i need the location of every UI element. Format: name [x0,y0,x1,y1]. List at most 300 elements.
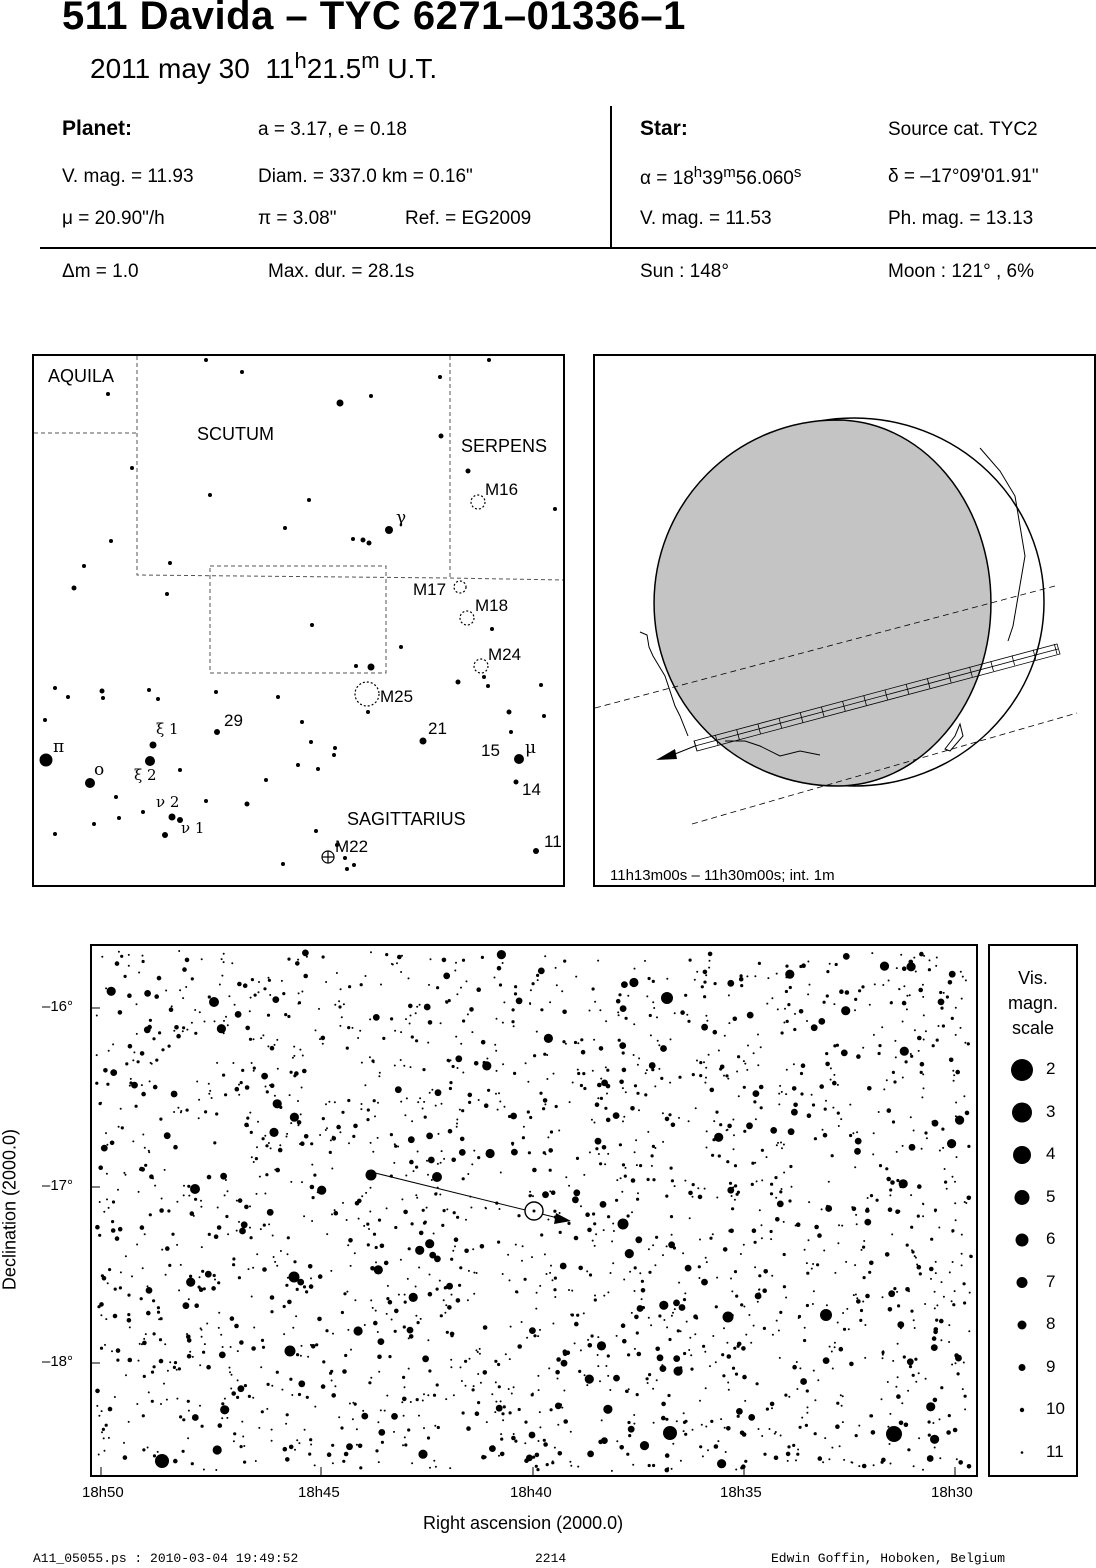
field-star [473,1272,475,1274]
field-star [364,1084,366,1086]
field-star [787,1445,790,1448]
bright-star [432,1172,442,1182]
field-star [466,1426,471,1431]
field-star [629,978,638,987]
field-star [386,1313,388,1315]
field-star [265,1086,267,1088]
field-star [394,1065,396,1067]
field-star [363,1225,365,1227]
field-star [423,1393,425,1395]
field-star [237,1379,239,1381]
field-star [334,1385,336,1387]
field-star [538,968,545,975]
field-star [144,1026,151,1033]
field-star [521,1321,523,1323]
field-star [331,1213,333,1215]
field-star [338,1416,340,1418]
field-star [165,990,167,992]
field-star [117,963,119,965]
field-star [511,1436,516,1441]
field-star [727,1078,729,1080]
field-star [377,1137,379,1139]
field-star [120,1271,122,1273]
field-star [916,1264,918,1266]
field-star [265,1173,268,1176]
field-star [625,1167,627,1169]
field-star [928,1420,931,1423]
field-star [460,987,462,989]
field-star [235,1011,242,1018]
field-star [574,1236,579,1241]
field-star [668,1338,671,1341]
field-star [753,1325,755,1327]
field-star [450,1359,452,1361]
field-star [495,1050,497,1052]
field-star [892,1360,894,1362]
field-star [805,1424,808,1427]
field-star [662,1254,664,1256]
field-star [837,1322,839,1324]
field-star [770,1230,773,1233]
field-star [554,1447,556,1449]
field-star [718,1154,721,1157]
field-star [571,1290,573,1292]
field-star [562,1010,567,1015]
field-star [715,1111,718,1114]
field-star [740,1466,743,1469]
field-star [331,1168,333,1170]
field-star [888,1290,895,1297]
field-star [262,1267,267,1272]
field-star [225,1179,227,1181]
field-star [524,1442,526,1444]
field-star [340,1426,343,1429]
field-star [648,1248,650,1250]
field-star [726,1426,731,1431]
field-star [796,1222,801,1227]
field-star [661,1416,666,1421]
field-star [232,1257,235,1260]
field-star [761,1435,763,1437]
field-star [576,1314,579,1317]
field-star [178,950,180,952]
field-star [274,1095,276,1097]
field-star [148,1391,150,1393]
field-star [913,1130,915,1132]
field-star [280,1250,282,1252]
field-star [530,1194,532,1196]
field-star [831,1154,834,1157]
field-star [377,1355,382,1360]
field-star [183,1302,190,1309]
field-star [651,1068,654,1071]
field-star [935,1319,938,1322]
field-star [453,1394,455,1396]
field-star [215,1469,217,1471]
field-star [817,1379,819,1381]
field-star [373,1014,380,1021]
field-star [944,1181,947,1184]
field-star [799,1426,802,1429]
label-omicron: ο [94,760,105,780]
field-star [361,1413,368,1420]
magnitude-scale [988,944,1078,1477]
field-star [322,1043,324,1045]
field-star [144,1147,146,1149]
star-phmag: Ph. mag. = 13.13 [888,208,1034,229]
field-star [955,1007,957,1009]
field-star [309,1284,314,1289]
field-star [110,1141,115,1146]
field-star [591,1334,594,1337]
field-star [658,1314,661,1317]
field-star [923,955,925,957]
field-star [728,1355,730,1357]
field-star [104,1450,106,1452]
field-star [159,1338,162,1341]
field-star [753,1090,760,1097]
field-star [446,1283,453,1290]
field-star [239,1340,244,1345]
field-star [104,1344,106,1346]
field-star [806,1272,809,1275]
field-star [625,1017,628,1020]
field-star [199,1276,201,1278]
field-star [495,1401,497,1403]
finder-star [162,832,168,838]
field-star [486,1149,495,1158]
field-star [393,1431,395,1433]
field-star [153,1365,156,1368]
field-star [938,1227,940,1229]
field-star [636,1331,639,1334]
field-star [939,1418,941,1420]
field-star [262,1034,264,1036]
field-star [834,1342,836,1344]
field-star [918,1372,920,1374]
scale-dots [990,946,1076,1475]
field-star [230,1346,232,1348]
finder-star [214,729,220,735]
field-star [595,1233,597,1235]
field-star [930,1238,933,1241]
field-star [218,1423,223,1428]
field-star [632,1464,634,1466]
field-star [806,1020,808,1022]
field-star [429,1274,431,1276]
field-star [147,1285,149,1287]
field-star [744,1063,746,1065]
field-star [142,1134,144,1136]
field-star [274,1044,276,1046]
field-star [906,966,908,968]
field-star [434,1256,441,1263]
field-star [521,1260,523,1262]
field-star [896,1179,899,1182]
field-star [338,1005,341,1008]
field-star [882,1357,884,1359]
field-star [185,958,190,963]
field-star [365,1192,367,1194]
field-star [271,1429,273,1431]
field-star [775,1217,780,1222]
field-star [517,1344,522,1349]
field-star [498,1092,500,1094]
field-star [707,1449,709,1451]
field-star [795,1459,797,1461]
field-star [250,1131,253,1134]
field-star [415,1246,424,1255]
field-star [924,1131,927,1134]
field-star [714,982,717,985]
field-star [783,1022,785,1024]
field-star [428,1292,433,1297]
field-star [723,1327,725,1329]
field-star [325,981,327,983]
field-star [921,1096,923,1098]
field-star [341,1016,343,1018]
field-star [418,1450,427,1459]
field-star [589,1151,591,1153]
field-star [462,1072,464,1074]
field-star [196,1081,198,1083]
field-star [860,1309,863,1312]
field-star [610,1272,612,1274]
field-star [964,1395,967,1398]
field-star [948,1324,950,1326]
field-star [846,1308,848,1310]
field-star [746,1069,748,1071]
field-star [471,1031,473,1033]
field-star [936,957,938,959]
field-star [416,1197,418,1199]
field-star [98,1165,103,1170]
field-star [238,1198,243,1203]
field-star [148,1150,150,1152]
field-star [537,1375,539,1377]
field-star [348,1238,353,1243]
field-star [737,1345,740,1348]
field-star [157,1306,160,1309]
field-star [603,1229,605,1231]
field-star [451,1158,456,1163]
field-star [403,1415,405,1417]
field-star [547,1136,549,1138]
field-star [783,1285,786,1288]
m22-marker [322,851,334,863]
field-star [235,1087,240,1092]
field-star [516,998,523,1005]
field-star [671,1315,673,1317]
field-star [372,1307,374,1309]
field-star [555,967,557,969]
bright-star [155,1454,169,1468]
field-star [593,1222,596,1225]
field-star [108,1050,110,1052]
field-star [303,974,308,979]
field-star [417,1151,419,1153]
field-star [429,1092,431,1094]
field-star [743,1086,746,1089]
field-star [622,1051,625,1054]
field-star [168,1045,171,1048]
field-star [442,958,447,963]
field-star [906,1008,908,1010]
field-star [826,1304,828,1306]
field-star [96,1015,98,1017]
field-star [342,1369,347,1374]
field-star [932,1422,934,1424]
field-star [433,1233,435,1235]
field-star [943,992,945,994]
field-star [862,1047,864,1049]
field-star [395,1086,402,1093]
field-star [952,1303,955,1306]
field-star [754,1266,756,1268]
field-star [532,1393,534,1395]
field-star [276,1265,278,1267]
field-star [839,1347,844,1352]
field-star [529,1432,536,1439]
field-star [650,1324,652,1326]
y-tick-16: –16° [42,998,74,1015]
field-star [948,1341,950,1343]
label-29: 29 [224,711,243,730]
field-star [358,1444,363,1449]
field-star [101,1410,103,1412]
field-star [713,1120,715,1122]
field-star [657,1354,664,1361]
field-star [680,1330,682,1332]
field-star [112,1043,114,1045]
field-star [511,1149,518,1156]
field-star [893,1080,896,1083]
field-star [705,974,707,976]
field-star [561,1407,563,1409]
field-star [901,1402,903,1404]
field-star [888,1307,893,1312]
field-star [605,1066,607,1068]
field-star [595,1138,602,1145]
field-star [828,1458,830,1460]
field-star [539,1411,541,1413]
field-star [633,1023,635,1025]
field-star [147,1447,149,1449]
field-star [793,1063,795,1065]
field-star [613,1375,620,1382]
field-star [317,1317,322,1322]
field-star [967,1042,970,1045]
field-star [467,1173,469,1175]
field-star [454,1237,459,1242]
field-star [273,1099,282,1108]
field-star [780,1435,782,1437]
field-star [424,1116,427,1119]
field-star [238,1221,240,1223]
field-star [676,1420,678,1422]
field-star [460,1043,462,1045]
field-star [799,1367,801,1369]
field-star [206,1365,211,1370]
field-star [191,1462,194,1465]
field-star [384,1261,389,1266]
field-star [535,1308,537,1310]
field-star [550,1130,553,1133]
field-star [523,1126,525,1128]
field-star [641,1280,644,1283]
field-star [698,1277,700,1279]
field-star [705,1067,707,1069]
field-star [659,1301,668,1310]
field-star [180,1264,182,1266]
field-star [421,1455,423,1457]
field-star [415,1194,417,1196]
field-star [473,1293,475,1295]
field-star [542,1191,549,1198]
field-star [954,1290,956,1292]
field-star [107,987,116,996]
field-star [569,1461,571,1463]
field-star [358,1218,360,1220]
field-star [253,1067,256,1070]
field-star [513,1386,515,1388]
field-star [863,1276,866,1279]
field-star [536,1031,538,1033]
field-star [133,1051,135,1053]
field-star [322,1360,325,1363]
field-star [217,1225,222,1230]
field-star [792,1365,797,1370]
field-star [402,1444,404,1446]
field-star [699,1061,702,1064]
field-star [111,1220,114,1223]
field-star [673,1355,680,1362]
field-star [270,1147,272,1149]
field-star [572,1196,579,1203]
field-star [357,1037,359,1039]
constellation-aquila: AQUILA [48,366,115,386]
scale-dot [1016,1234,1029,1247]
field-star [382,1037,385,1040]
field-star [867,1086,872,1091]
field-star [573,1189,580,1196]
field-star [317,1191,319,1193]
field-star [218,1312,220,1314]
label-15: 15 [481,741,500,760]
field-star [892,1071,895,1074]
field-star [758,962,761,965]
field-star [854,1166,856,1168]
field-star [666,1326,668,1328]
field-star [318,1274,323,1279]
field-star [826,994,829,997]
field-star [862,1246,865,1249]
field-star [655,1347,660,1352]
field-star [173,1366,176,1369]
field-star [626,1390,629,1393]
field-star [955,1115,957,1117]
field-star [331,1393,336,1398]
scale-magnitude-label: 7 [1046,1271,1056,1291]
field-star [131,1275,133,1277]
field-star [440,1022,442,1024]
field-star [464,1360,467,1363]
field-star [524,1458,529,1463]
field-star [602,1145,607,1150]
field-star [842,1395,844,1397]
field-star [362,1410,364,1412]
field-star [204,1110,207,1113]
